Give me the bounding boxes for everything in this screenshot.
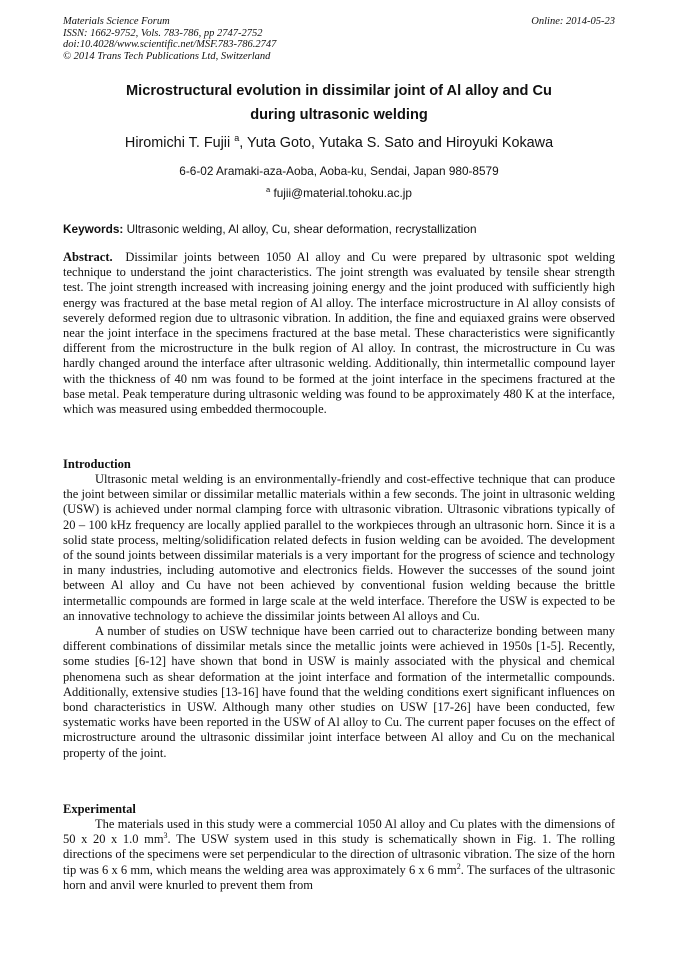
abstract-text: Dissimilar joints between 1050 Al alloy and Cu were prepared by ultrasonic spot welding technique to understand the joint characteristics. The joint strength was evaluated by tensile shear strength test. The joint strength increased with increasing joining energy and the joint produced with sufficiently high energy was fractured at the base metal region of Al alloy. The interface microstructure in Al alloy consists of severely deformed region due to ultrasonic vibration. In addition, the fine and equiaxed grains were observed near the joint interface in the specimens fractured at the base metal. These characteristics were significantly different from the microstructure in the bulk region of Al alloy. In contrast, the microstructure in Cu was hardly changed around the interface after ultrasonic welding. Additionally, thin intermetallic compound layer with the thickness of 40 nm was found to be formed at the joint interface in the specimens fractured at the base metal. Peak temperature during ultrasonic welding was found to be approximately 480 K at the interface, which was measured using embedded thermocouple. xyxy=(63,250,615,417)
author-first-superscript: a xyxy=(234,133,240,143)
abstract-label: Abstract. xyxy=(63,250,113,264)
introduction-body xyxy=(63,472,615,761)
author-first: Hiromichi T. Fujii xyxy=(124,134,231,151)
title-line-1: Microstructural evolution in dissimilar joint of Al alloy and Cu xyxy=(126,83,552,99)
affiliation-address: 6-6-02 Aramaki-aza-Aoba, Aoba-ku, Sendai, Japan 980-8579 xyxy=(179,164,499,178)
affiliation-email xyxy=(63,185,615,200)
experimental-text-b: . The USW system used in this study is schematically shown in Fig. 1. The rolling directions of the specimens were set perpendicular to the direction of ultrasonic vibration. The size of the horn tip was 6 x 6 mm, which means the welding area was approximately 6 x 6 mm xyxy=(63,832,615,877)
experimental-text-c: . The surfaces of the ultrasonic horn and anvil were knurled to prevent them from xyxy=(63,862,616,892)
email-superscript: a xyxy=(266,185,271,194)
experimental-body xyxy=(63,817,615,893)
experimental-paragraph xyxy=(63,817,615,893)
email-address: fujii@material.tohoku.ac.jp xyxy=(273,185,412,200)
keywords xyxy=(63,222,615,236)
issn-line: ISSN: 1662-9752, Vols. 783-786, pp 2747-2752 xyxy=(63,27,263,39)
introduction-heading: Introduction xyxy=(63,457,131,471)
journal-name: Materials Science Forum xyxy=(63,16,170,27)
paper-title xyxy=(63,79,615,127)
introduction-paragraph-2: A number of studies on USW technique have been carried out to characterize bonding between many different combinations of dissimilar metals since the metallic joints were achieved in 1950s [1-5]. Recently, some studies [6-12] have shown that bond in USW is mainly associated with the physical and chemical phenomena such as shear deformation at the joint interface and formation of the intermetallic compounds. Additionally, extensive studies [13-16] have found that the welding conditions exert significant influences on bond characteristics in USW. Although many other studies on USW [17-26] have been conducted, few systematic works have been reported in the USW of Al alloy to Cu. The current paper focuses on the effect of microstructure around the ultrasonic dissimilar joint interface between Al alloy and Cu on the mechanical property of the joint. xyxy=(63,624,615,760)
online-date: Online: 2014-05-23 xyxy=(531,16,615,27)
author-list xyxy=(63,133,615,151)
abstract xyxy=(63,250,615,417)
author-rest: , Yuta Goto, Yutaka S. Sato and Hiroyuki Kokawa xyxy=(239,134,554,151)
journal-header xyxy=(63,16,615,62)
copyright-line: © 2014 Trans Tech Publications Ltd, Switzerland xyxy=(63,50,271,62)
experimental-sup-a: 3 xyxy=(163,831,168,841)
title-line-2: during ultrasonic welding xyxy=(250,107,428,123)
keywords-label: Keywords: xyxy=(63,222,124,236)
keywords-text: Ultrasonic welding, Al alloy, Cu, shear deformation, recrystallization xyxy=(126,222,477,236)
experimental-heading: Experimental xyxy=(63,802,136,816)
experimental-sup-b: 2 xyxy=(456,861,461,871)
doi-line: doi:10.4028/www.scientific.net/MSF.783-786.2747 xyxy=(63,39,277,50)
experimental-text-a: The materials used in this study were a commercial 1050 Al alloy and Cu plates with the dimensions of 50 x 20 x 1.0 mm xyxy=(63,817,615,847)
introduction-paragraph-1: Ultrasonic metal welding is an environmentally-friendly and cost-effective technique that can produce the joint between similar or dissimilar metallic materials within a few seconds. The joint in ultrasonic welding (USW) is achieved under normal clamping force with ultrasonic vibration. Ultrasonic vibrations typically of 20 – 100 kHz frequency are locally applied parallel to the workpieces through an ultrasonic horn. Since it is a solid state process, melting/solidification related defects in fusion welding can be avoided. The development of the sound joints between dissimilar materials is a very important for the progress of science and technology in many industries, including automotive and electronics fields. However the successes of the sound joint between Al alloy and Cu have not been achieved by conventional fusion welding because the brittle intermetallic compounds are formed in large scale at the weld interface. Therefore the USW is expected to be an innovative technology to achieve the dissimilar joints between Al alloys and Cu. xyxy=(63,472,615,623)
